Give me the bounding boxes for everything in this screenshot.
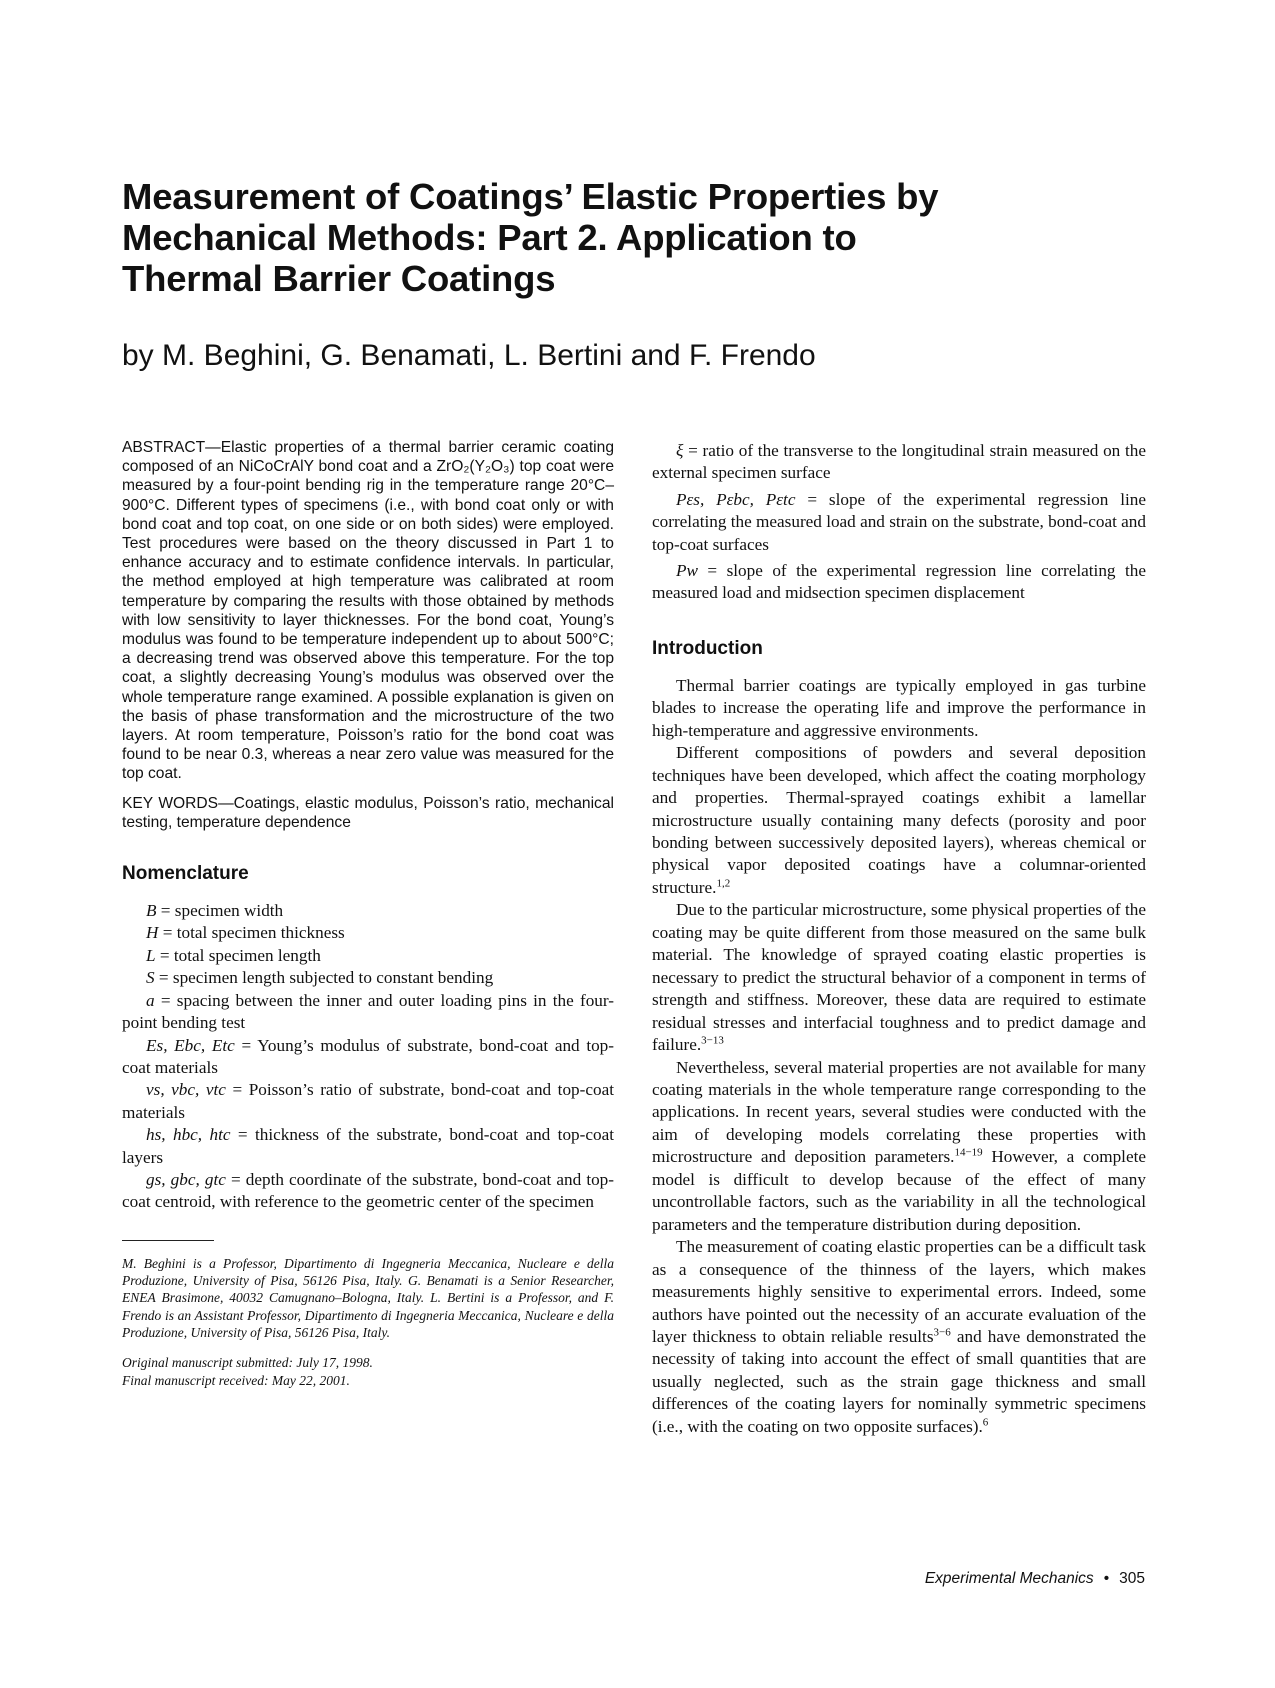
nomenclature-definition: specimen length subjected to constant bending xyxy=(172,968,494,988)
nomenclature-symbol: ξ xyxy=(676,441,684,460)
page-footer xyxy=(925,1570,1145,1588)
title-line-1: Measurement of Coatings’ Elastic Properties by xyxy=(122,176,939,217)
intro-paragraph-2-text: Different compositions of powders and several deposition techniques have been developed, which affect the coating morphology and properties. Thermal-sprayed coatings exhibit a lamellar microstructure usually containing many defects (porosity and poor bonding between successively deposited layers), whereas chemical or physical vapor deposited coatings have a columnar-oriented structure. xyxy=(652,743,1146,897)
page-number: 305 xyxy=(1119,1570,1145,1587)
introduction-heading: Introduction xyxy=(652,637,763,659)
intro-paragraph-2 xyxy=(652,742,1146,899)
nomenclature-item: S = specimen length subjected to constant bending xyxy=(146,968,494,988)
intro-paragraph-5-text-a: The measurement of coating elastic properties can be a difficult task as a consequence of the thinness of the layers, which makes measurements highly sensitive to experimental errors. Indeed, some authors have pointed out the necessity of an accurate evaluation of the layer thickness to obtain reliable results xyxy=(652,1237,1146,1346)
intro-paragraph-4 xyxy=(652,1057,1146,1237)
nomenclature-definition: ratio of the transverse to the longitudinal strain measured on the external specimen surface xyxy=(652,441,1146,483)
intro-paragraph-4-text-b: However, a complete model is difficult to develop because of the effect of many uncontrollable factors, such as the variability in all the technological parameters and the temperature distribution during deposition. xyxy=(652,1147,1146,1234)
title-line-3: Thermal Barrier Coatings xyxy=(122,258,556,299)
nomenclature-definition: specimen width xyxy=(174,901,284,921)
nomenclature-item: L = total specimen length xyxy=(146,945,321,965)
nomenclature-item: a = spacing between the inner and outer loading pins in the four-point bending test xyxy=(122,990,614,1033)
nomenclature-symbol: gs, gbc, gtc xyxy=(146,1169,226,1189)
authors-line: by M. Beghini, G. Benamati, L. Bertini and F. Frendo xyxy=(122,339,816,372)
nomenclature-symbol: S xyxy=(146,968,155,988)
title-line-2: Mechanical Methods: Part 2. Application to xyxy=(122,217,857,258)
nomenclature-symbol: B xyxy=(146,901,157,921)
nomenclature-item: gs, gbc, gtc = depth coordinate of the substrate, bond-coat and top-coat centroid, with reference to the geometric center of the specimen xyxy=(122,1169,615,1212)
nomenclature-definition: thickness of the substrate, bond-coat and top-coat layers xyxy=(122,1125,614,1167)
footnote-rule xyxy=(122,1240,214,1241)
intro-paragraph-4-text-a: Nevertheless, several material properties are not available for many coating materials in the whole temperature range corresponding to the applications. In recent years, several studies were conducted with the aim of developing models correlating these properties with microstructure and deposition parameters. xyxy=(652,1057,1146,1167)
nomenclature-item: Pw = slope of the experimental regression line correlating the measured load and midsection specimen displacement xyxy=(652,561,1146,603)
submitted-date: Original manuscript submitted: July 17, 1998. xyxy=(122,1355,373,1371)
nomenclature-symbol: Pεs, Pεbc, Pεtc xyxy=(676,489,796,509)
nomenclature-symbol: hs, hbc, htc xyxy=(146,1125,231,1145)
nomenclature-item: H = total specimen thickness xyxy=(146,923,345,943)
nomenclature-list xyxy=(122,900,614,1214)
nomenclature-definition: total specimen length xyxy=(173,945,321,965)
nomenclature-item: ξ = ratio of the transverse to the longitudinal strain measured on the external specimen surface xyxy=(652,441,1146,483)
nomenclature-symbol: H xyxy=(146,923,159,943)
introduction-body xyxy=(652,675,1146,1438)
nomenclature-definition: slope of the experimental regression line correlating the measured load and midsection specimen displacement xyxy=(652,561,1146,603)
nomenclature-definition: spacing between the inner and outer loading pins in the four-point bending test xyxy=(122,990,614,1033)
citation-ref: 1,2 xyxy=(716,877,731,890)
nomenclature-symbol: a xyxy=(146,990,155,1010)
intro-paragraph-5 xyxy=(652,1236,1146,1438)
manuscript-dates xyxy=(122,1354,614,1389)
author-affiliations: M. Beghini is a Professor, Dipartimento di Ingegneria Meccanica, Nucleare e della Produzione, University of Pisa, 56126 Pisa, Italy. G. Benamati is a Senior Researcher, ENEA Brasimone, 40032 Camugnano–Bologna, Italy. L. Bertini is a Professor, and F. Frendo is an Assistant Professor, Dipartimento di Ingegneria Meccanica, Nucleare e della Produzione, University of Pisa, 56126 Pisa, Italy. xyxy=(122,1255,614,1340)
nomenclature-item: Pεs, Pεbc, Pεtc = slope of the experimental regression line correlating the measured load and strain on the substrate, bond-coat and top-coat surfaces xyxy=(652,489,1146,554)
nomenclature-item: B = specimen width xyxy=(146,901,284,921)
right-column xyxy=(652,440,1146,1438)
keywords: KEY WORDS—Coatings, elastic modulus, Poisson’s ratio, mechanical testing, temperature dependence xyxy=(122,794,614,831)
nomenclature-item: hs, hbc, htc = thickness of the substrate, bond-coat and top-coat layers xyxy=(122,1125,614,1167)
citation-ref: 14−19 xyxy=(954,1146,983,1159)
nomenclature-symbol: Es, Ebc, Etc xyxy=(146,1035,235,1055)
nomenclature-item: Es, Ebc, Etc = Young’s modulus of substrate, bond-coat and top-coat materials xyxy=(122,1035,614,1077)
abstract: ABSTRACT—Elastic properties of a thermal barrier ceramic coating composed of an NiCoCrAlY bond coat and a ZrO₂(Y₂O₃) top coat were measured by a four-point bending rig in the temperature range 20°C–900°C. Different types of specimens (i.e., with bond coat only or with bond coat and top coat, on one side or on both sides) were employed. Test procedures were based on the theory discussed in Part 1 to enhance accuracy and to estimate confidence intervals. In particular, the method employed at high temperature was calibrated at room temperature by comparing the results with those obtained by methods with low sensitivity to layer thicknesses. For the bond coat, Young’s modulus was found to be temperature independent up to about 500°C; a decreasing trend was observed above this temperature. For the top coat, a slightly decreasing Young’s modulus was observed over the whole temperature range examined. A possible explanation is given on the basis of phase transformation and the microstructure of the two layers. At room temperature, Poisson’s ratio for the bond coat was found to be near 0.3, whereas a near zero value was measured for the top coat. xyxy=(122,439,614,783)
citation-ref: 6 xyxy=(982,1416,989,1429)
citation-ref: 3−13 xyxy=(701,1034,724,1047)
footer-bullet: • xyxy=(1103,1570,1110,1587)
intro-paragraph-1: Thermal barrier coatings are typically employed in gas turbine blades to increase the operating life and improve the performance in high-temperature and aggressive environments. xyxy=(652,675,1146,740)
intro-paragraph-5-text-b: and have demonstrated the necessity of taking into account the effect of small quantities that are usually neglected, such as the strain gage thickness and small differences of the coating layers for nominally symmetric specimens (i.e., with the coating on two opposite surfaces). xyxy=(652,1326,1146,1436)
nomenclature-symbol: Pw xyxy=(676,561,698,581)
intro-paragraph-3 xyxy=(652,899,1146,1056)
nomenclature-item: νs, νbc, νtc = Poisson’s ratio of substrate, bond-coat and top-coat materials xyxy=(122,1080,614,1122)
intro-paragraph-3-text: Due to the particular microstructure, some physical properties of the coating may be quite different from those measured on the same bulk material. The knowledge of sprayed coating elastic properties is necessary to predict the structural behavior of a component in terms of strength and stiffness. Moreover, these data are required to estimate residual stresses and interfacial toughness and to predict damage and failure. xyxy=(652,900,1146,1055)
nomenclature-definition: Young’s modulus of substrate, bond-coat and top-coat materials xyxy=(122,1035,614,1077)
nomenclature-definition: depth coordinate of the substrate, bond-coat and top-coat centroid, with reference to the geometric center of the specimen xyxy=(122,1169,615,1212)
received-date: Final manuscript received: May 22, 2001. xyxy=(122,1372,350,1388)
nomenclature-definition: total specimen thickness xyxy=(176,923,345,943)
citation-ref: 3−6 xyxy=(933,1326,951,1339)
paper-title xyxy=(122,176,1042,299)
nomenclature-definition: Poisson’s ratio of substrate, bond-coat and top-coat materials xyxy=(122,1080,614,1122)
nomenclature-symbol: νs, νbc, νtc xyxy=(146,1080,226,1100)
nomenclature-heading: Nomenclature xyxy=(122,863,249,885)
left-column xyxy=(122,438,614,1389)
nomenclature-symbol: L xyxy=(146,945,156,965)
journal-name: Experimental Mechanics xyxy=(924,1570,1094,1587)
nomenclature-list-continued xyxy=(652,440,1146,605)
nomenclature-definition: slope of the experimental regression line correlating the measured load and strain on the substrate, bond-coat and top-coat surfaces xyxy=(652,489,1146,554)
